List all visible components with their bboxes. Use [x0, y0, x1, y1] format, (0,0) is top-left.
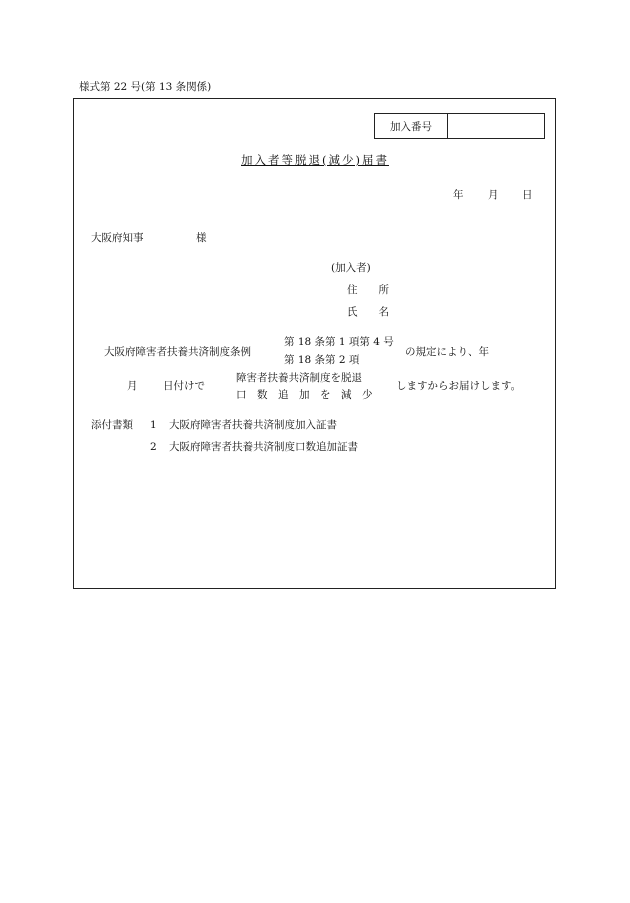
addressee-honorific: 様 [196, 232, 207, 244]
membership-number-label: 加入番号 [375, 114, 448, 138]
attachments-label: 添付書類 [91, 419, 133, 431]
form-title [0, 155, 630, 167]
action-option-2: 口 数 追 加 を 減 少 [236, 389, 373, 401]
attachment-2-text: 大阪府障害者扶養共済制度口数追加証書 [169, 441, 358, 453]
applicant-name-label: 氏 名 [347, 306, 389, 318]
body-date-suffix: 日付けで [163, 380, 205, 392]
date-day-label: 日 [522, 189, 533, 201]
date-year-label: 年 [453, 189, 464, 201]
membership-number-box [374, 113, 545, 139]
clause-option-1: 第 18 条第 1 項第 4 号 [284, 336, 394, 348]
body-month-label: 月 [127, 380, 138, 392]
closing-text: しますからお届けします。 [396, 380, 522, 392]
applicant-heading: (加入者) [331, 262, 371, 274]
applicant-address-label: 住 所 [347, 284, 389, 296]
action-option-1: 障害者扶養共済制度を脱退 [236, 372, 362, 384]
form-number-label: 様式第 22 号(第 13 条関係) [79, 81, 212, 93]
date-month-label: 月 [488, 189, 499, 201]
provision-suffix: の規定により、年 [405, 346, 489, 358]
attachment-1-number: 1 [150, 419, 157, 431]
clause-option-2: 第 18 条第 2 項 [284, 354, 360, 366]
ordinance-name: 大阪府障害者扶養共済制度条例 [104, 346, 251, 358]
attachment-1-text: 大阪府障害者扶養共済制度加入証書 [169, 419, 337, 431]
form-title-text: 加入者等脱退(減少)届書 [241, 153, 389, 167]
addressee-name: 大阪府知事 [91, 232, 144, 244]
membership-number-field[interactable] [448, 114, 544, 138]
attachment-2-number: 2 [150, 441, 157, 453]
